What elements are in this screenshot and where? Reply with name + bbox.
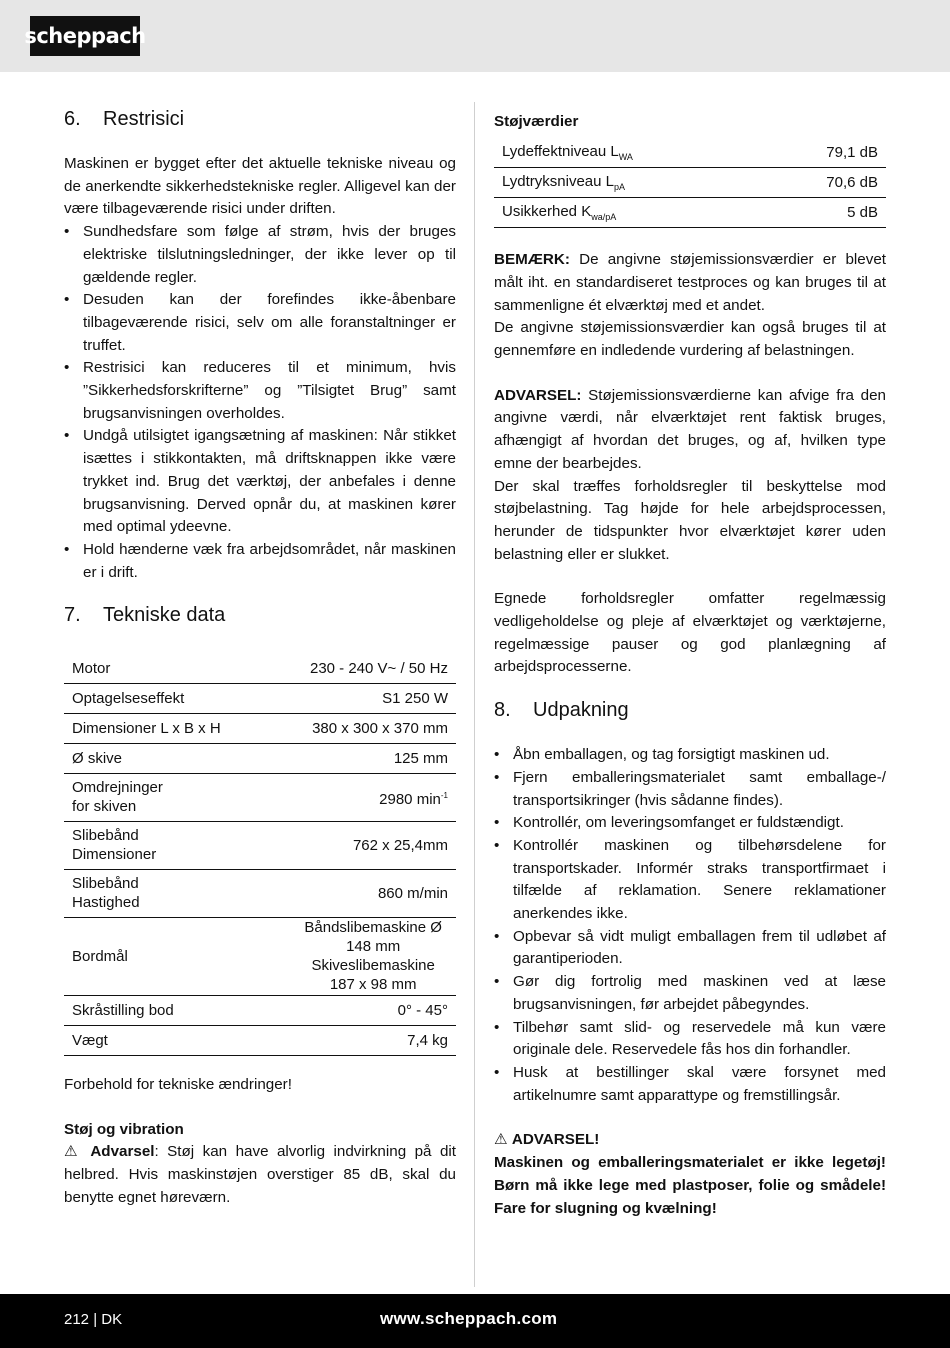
list-item: • Restrisici kan reduceres til et minimum, hvis ”Sikkerhedsforskrifterne” og ”Tilsigtet Brug” samt brugsanvisningen overholdes.	[64, 357, 456, 425]
spec-label: Bordmål	[64, 917, 238, 995]
reserve-note: Forbehold for tekniske ændringer!	[64, 1075, 292, 1093]
spec-value: 762 x 25,4mm	[238, 821, 456, 869]
noise-label: Lydtryksniveau $L_{pA}$	[494, 168, 762, 198]
noise-values-heading: Støjværdier	[494, 113, 579, 130]
section-title: Restrisici	[103, 108, 185, 130]
table-row	[64, 683, 456, 713]
list-item: • Kontrollér, om leveringsomfanget er fuldstændigt.	[494, 812, 886, 835]
section-7-heading	[64, 604, 456, 627]
unpacking-list	[494, 744, 886, 1107]
list-item: • Gør dig fortrolig med maskinen ved at læse brugsanvisningen, før arbejdet påbegyndes.	[494, 971, 886, 1016]
page-number: 212 | DK	[64, 1311, 123, 1328]
unpacking-warning-text: Maskinen og emballeringsmaterialet er ikke legetøj! Børn må ikke lege med plastposer, folie og smådele! Fare for slugning og kvælning!	[494, 1154, 886, 1217]
spec-label: Slibebånd Dimensioner	[64, 821, 238, 869]
page-footer	[0, 1294, 950, 1348]
table-row	[64, 743, 456, 773]
list-item: • Fjern emballeringsmaterialet samt emballage-/ transportsikringer (hvis sådanne findes).	[494, 767, 886, 812]
table-row	[64, 869, 456, 917]
restrisici-intro: Maskinen er bygget efter det aktuelle tekniske niveau og de anerkendte sikkerhedstekniske regler. Alligevel kan der være tilbageværende risici under driften.	[64, 155, 456, 218]
noise-values-table	[494, 138, 886, 229]
section-number: 8.	[494, 699, 511, 722]
table-row	[64, 773, 456, 821]
list-item: • Kontrollér maskinen og tilbehørsdelene for transportskader. Informér straks transportfirmaet i tilfælde af reklamation. Senere reklamationer anerkendes ikke.	[494, 835, 886, 926]
restrisici-list	[64, 221, 456, 584]
noise-warning-2: Der skal træffes forholdsregler til beskyttelse mod støjbelastning. Tag højde for hele arbejdsprocessen, herunder de tidspunkter hvor elværktøjet kører uden belastning eller er slukket.	[494, 477, 886, 563]
list-item: • Hold hænderne væk fra arbejdsområdet, når maskinen er i drift.	[64, 539, 456, 584]
section-title: Tekniske data	[103, 604, 226, 627]
spec-value: 7,4 kg	[238, 1025, 456, 1055]
spec-label: Dimensioner L x B x H	[64, 713, 238, 743]
note-label: BEMÆRK:	[494, 251, 570, 269]
table-row	[494, 138, 886, 168]
noise-warning-block: ADVARSEL: Støjemissionsværdierne kan afvige fra den angivne værdi, når elværktøjet rent faktisk bruges, afhængigt af hvordan det bruges, og af, hvilken type emne der bearbejdes.	[494, 386, 886, 472]
spec-value: 0° - 45°	[238, 995, 456, 1025]
spec-value: 860 m/min	[238, 869, 456, 917]
spec-value: 380 x 300 x 370 mm	[238, 713, 456, 743]
warning-text: : Støj kan have alvorlig indvirkning på dit helbred. Hvis maskinstøjen overstiger 85 dB, skal du benytte egnet høreværn.	[64, 1143, 456, 1206]
table-row	[64, 995, 456, 1025]
technical-data-table	[64, 653, 456, 1056]
unpacking-warning-title: ⚠ ADVARSEL!	[494, 1131, 600, 1149]
spec-label: Optagelseseffekt	[64, 683, 238, 713]
spec-label: Ø skive	[64, 743, 238, 773]
spec-label: Motor	[64, 653, 238, 683]
list-item: • Opbevar så vidt muligt emballagen frem til udløbet af garantiperioden.	[494, 926, 886, 971]
noise-value: 79,1 dB	[762, 138, 886, 168]
noise-label: Usikkerhed $K_{wa/pA}$	[494, 198, 762, 228]
table-row	[64, 653, 456, 683]
spec-label: Omdrejninger for skiven	[64, 773, 238, 821]
spec-value: Båndslibemaskine Ø 148 mm Skiveslibemaskine 187 x 98 mm	[238, 917, 456, 995]
section-number: 7.	[64, 604, 81, 627]
noise-note-2: De angivne støjemissionsværdier kan også bruges til at gennemføre en indledende vurdering af belastningen.	[494, 319, 886, 360]
list-item: • Desuden kan der forefindes ikke-åbenbare tilbageværende risici, selv om alle foranstaltninger er truffet.	[64, 289, 456, 357]
list-item: • Undgå utilsigtet igangsætning af maskinen: Når stikket isættes i stikkontakten, må driftsknappen ikke være trykket ind. Brug det værktøj, der anbefales i denne brugsanvisning. Derved opnår du, at maskinen kører med optimal ydeevne.	[64, 425, 456, 539]
warning-label: Advarsel	[90, 1143, 155, 1161]
list-item: • Åbn emballagen, og tag forsigtigt maskinen ud.	[494, 744, 886, 767]
warning-label: ADVARSEL:	[494, 386, 582, 404]
table-row	[494, 168, 886, 198]
table-row	[494, 198, 886, 228]
page-header	[0, 0, 950, 72]
section-8-heading	[494, 699, 886, 722]
noise-value: 70,6 dB	[762, 168, 886, 198]
warning-triangle-icon: ⚠	[494, 1131, 508, 1149]
brand-logo: scheppach	[30, 16, 140, 56]
column-divider	[474, 102, 475, 1287]
spec-label: Slibebånd Hastighed	[64, 869, 238, 917]
table-row	[64, 821, 456, 869]
spec-value: S1 250 W	[238, 683, 456, 713]
table-row	[64, 917, 456, 995]
table-row	[64, 713, 456, 743]
list-item: • Husk at bestillinger skal være forsynet med artikelnumre samt apparattype og fremstillingsår.	[494, 1062, 886, 1107]
spec-value: 125 mm	[238, 743, 456, 773]
table-row	[64, 1025, 456, 1055]
noise-warning	[64, 1141, 456, 1209]
section-title: Udpakning	[533, 699, 629, 722]
list-item: • Tilbehør samt slid- og reservedele må kun være originale dele. Reservedele fås hos din forhandler.	[494, 1017, 886, 1062]
left-column	[64, 108, 456, 1209]
section-6-heading	[64, 108, 456, 131]
list-item: • Sundhedsfare som følge af strøm, hvis der bruges elektriske tilslutningsledninger, der ikke lever op til gældende regler.	[64, 221, 456, 289]
noise-value: 5 dB	[762, 198, 886, 228]
noise-vibration-heading: Støj og vibration	[64, 1120, 184, 1138]
noise-measures: Egnede forholdsregler omfatter regelmæssig vedligeholdelse og pleje af elværktøjet og værktøjerne, regelmæssige pauser og god planlægning af arbejdsprocesserne.	[494, 590, 886, 676]
spec-label: Skråstilling bod	[64, 995, 238, 1025]
right-column	[494, 111, 886, 1220]
noise-note: BEMÆRK: De angivne støjemissionsværdier er blevet målt iht. en standardiseret testproces og kan bruges til at sammenligne ét elværktøj med et andet.	[494, 251, 886, 314]
spec-value: 230 - 240 V~ / 50 Hz	[238, 653, 456, 683]
section-number: 6.	[64, 108, 81, 130]
spec-label: Vægt	[64, 1025, 238, 1055]
noise-label: Lydeffektniveau $L_{WA}$	[494, 138, 762, 168]
spec-value: 2980 $\min^{-1}$	[238, 773, 456, 821]
warning-triangle-icon: ⚠	[64, 1143, 82, 1161]
website-link[interactable]: www.scheppach.com	[380, 1309, 558, 1328]
